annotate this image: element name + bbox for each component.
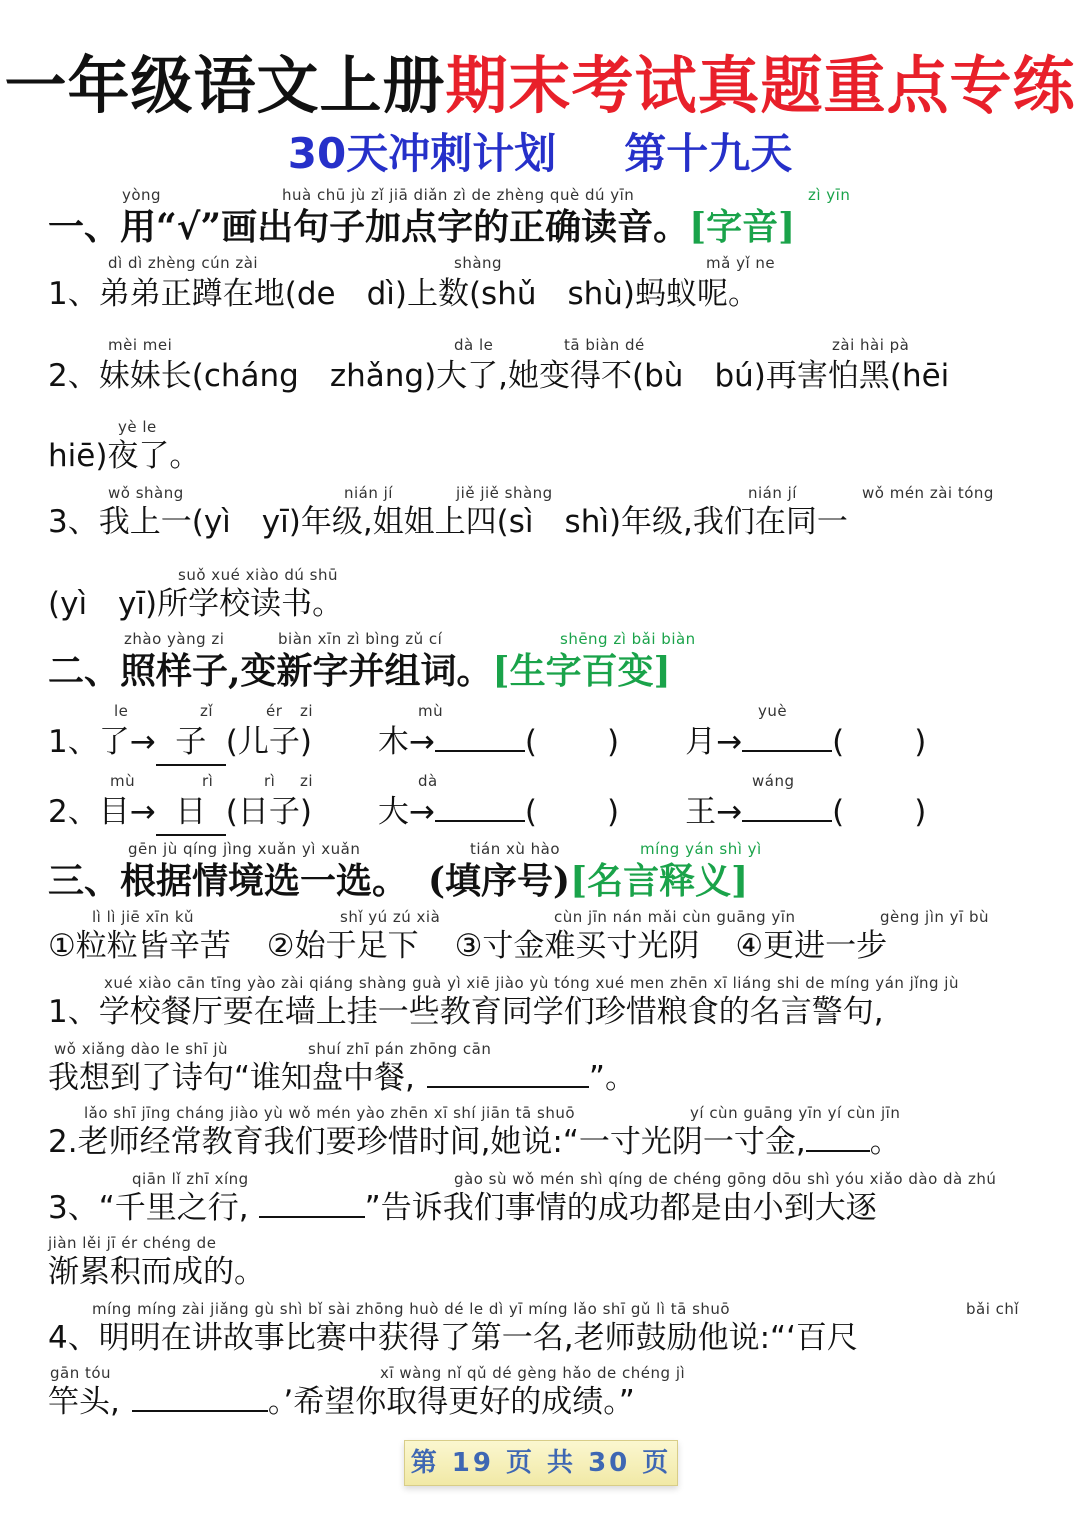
pinyin: gēn jù qíng jìng xuǎn yì xuǎn	[128, 840, 361, 858]
pinyin: shàng	[454, 254, 503, 272]
question-text: 竿头, 。’希望你取得更好的成绩。”	[48, 1380, 635, 1424]
pinyin: zhào yàng zi	[124, 630, 225, 648]
pinyin: yí cùn guāng yīn yí cùn jīn	[690, 1104, 901, 1122]
pinyin: shēng zì bǎi biàn	[560, 630, 696, 648]
question-text: 1、弟弟正蹲在地(de dì)上数(shǔ shù)蚂蚁呢。	[48, 276, 760, 312]
pinyin: wǒ shàng	[108, 484, 184, 502]
pinyin: dà	[418, 772, 438, 790]
section-2-heading: 二、照样子,变新字并组词。[生字百变]	[48, 650, 671, 692]
day-label: 第十九天	[624, 129, 793, 178]
pinyin: zi	[300, 772, 314, 790]
section-3-heading: 三、根据情境选一选。 (填序号)[名言释义]	[48, 860, 749, 902]
pinyin: gān tóu	[50, 1364, 112, 1382]
pinyin: yè le	[118, 418, 157, 436]
answer-blank[interactable]	[427, 1056, 589, 1088]
pinyin: le	[114, 702, 129, 720]
pinyin: shǐ yú zú xià	[340, 908, 441, 926]
question-text: 3、我上一(yì yī)年级,姐姐上四(sì shì)年级,我们在同一	[48, 504, 848, 540]
question-text: 2.老师经常教育我们要珍惜时间,她说:“一寸光阴一寸金, 。	[48, 1120, 901, 1164]
answer-blank[interactable]	[435, 720, 525, 752]
pinyin: wáng	[752, 772, 795, 790]
page-number-badge: 第 19 页 共 30 页	[404, 1440, 678, 1486]
question-text: (yì yī)所学校读书。	[48, 586, 344, 622]
page-title: 一年级语文上册期末考试真题重点专练	[4, 49, 1076, 122]
pinyin: jiàn lěi jī ér chéng de	[48, 1234, 217, 1252]
page-subtitle	[0, 126, 1080, 182]
pinyin: xī wàng nǐ qǔ dé gèng hǎo de chéng jì	[380, 1364, 686, 1382]
example-answer: 日	[156, 790, 226, 836]
answer-blank[interactable]	[742, 790, 832, 822]
pinyin: wǒ xiǎng dào le shī jù	[54, 1040, 229, 1058]
plan-label: 30天冲刺计划	[287, 129, 557, 178]
answer-blank[interactable]	[806, 1120, 870, 1152]
question-text: 4、明明在讲故事比赛中获得了第一名,老师鼓励他说:“‘百尺	[48, 1320, 858, 1356]
answer-blank[interactable]	[132, 1380, 268, 1412]
question-text: 3、“千里之行, ”告诉我们事情的成功都是由小到大逐	[48, 1186, 877, 1230]
pinyin: nián jí	[748, 484, 797, 502]
pinyin: míng yán shì yì	[640, 840, 762, 858]
pinyin: shuí zhī pán zhōng cān	[308, 1040, 492, 1058]
question-text: hiē)夜了。	[48, 438, 201, 474]
pinyin: dì dì zhèng cún zài	[108, 254, 259, 272]
answer-blank[interactable]	[742, 720, 832, 752]
question-text: 我想到了诗句“谁知盘中餐, ”。	[48, 1056, 636, 1100]
pinyin: qiān lǐ zhī xíng	[132, 1170, 249, 1188]
pinyin: wǒ mén zài tóng	[862, 484, 994, 502]
pinyin: gào sù wǒ mén shì qíng de chéng gōng dōu shì yóu xiǎo dào dà zhú	[454, 1170, 997, 1188]
pinyin: dà le	[454, 336, 494, 354]
answer-blank[interactable]	[435, 790, 525, 822]
question-text: 1、学校餐厅要在墙上挂一些教育同学们珍惜粮食的名言警句,	[48, 994, 884, 1030]
pinyin: gèng jìn yī bù	[880, 908, 989, 926]
option-4: ④更进一步	[735, 928, 888, 964]
pinyin: zì yīn	[808, 186, 851, 204]
section-tag: [名言释义]	[570, 860, 749, 902]
pinyin: zǐ	[200, 702, 214, 720]
pinyin: zi	[300, 702, 314, 720]
pinyin: jiě jiě shàng	[456, 484, 553, 502]
pinyin: mèi mei	[108, 336, 173, 354]
pinyin: mù	[110, 772, 136, 790]
word-row: 2、目→ 日 (日子) 大→ ( ) 王→ ( )	[48, 790, 926, 836]
pinyin: biàn xīn zì bìng zǔ cí	[278, 630, 443, 648]
pinyin: zài hài pà	[832, 336, 910, 354]
pinyin: mù	[418, 702, 444, 720]
pinyin: rì	[264, 772, 276, 790]
pinyin: suǒ xué xiào dú shū	[178, 566, 338, 584]
option-3: ③寸金难买寸光阴	[454, 928, 700, 964]
word-row: 1、了→ 子 (儿子) 木→ ( ) 月→ ( )	[48, 720, 926, 766]
pinyin: tā biàn dé	[564, 336, 645, 354]
pinyin: xué xiào cān tīng yào zài qiáng shàng guà yì xiē jiào yù tóng xué men zhēn xī liáng shi de míng yán jǐng jù	[104, 974, 959, 992]
pinyin: cùn jīn nán mǎi cùn guāng yīn	[554, 908, 796, 926]
question-text: 渐累积而成的。	[48, 1254, 265, 1290]
pinyin: yuè	[758, 702, 788, 720]
pinyin: mǎ yǐ ne	[706, 254, 776, 272]
pinyin: bǎi chǐ	[966, 1300, 1020, 1318]
option-1: ①粒粒皆辛苦	[48, 928, 231, 964]
section-tag: [生字百变]	[492, 650, 671, 692]
section-tag: [字音]	[689, 206, 796, 248]
pinyin: yòng	[122, 186, 162, 204]
option-list	[48, 924, 887, 968]
pinyin: míng míng zài jiǎng gù shì bǐ sài zhōng huò dé le dì yī míng lǎo shī gǔ lì tā shuō	[92, 1300, 731, 1318]
pinyin: tián xù hào	[470, 840, 561, 858]
pinyin: rì	[202, 772, 214, 790]
pinyin: huà chū jù zǐ jiā diǎn zì de zhèng què dú yīn	[282, 186, 635, 204]
pinyin: ér	[266, 702, 283, 720]
pinyin: lì lì jiē xīn kǔ	[92, 908, 195, 926]
pinyin: nián jí	[344, 484, 393, 502]
pinyin: lǎo shī jīng cháng jiào yù wǒ mén yào zhēn xī shí jiān tā shuō	[84, 1104, 576, 1122]
answer-blank[interactable]	[259, 1186, 365, 1218]
option-2: ②始于足下	[266, 928, 419, 964]
section-1-heading: 一、用“√”画出句子加点字的正确读音。[字音]	[48, 206, 796, 248]
example-answer: 子	[156, 720, 226, 766]
question-text: 2、妹妹长(cháng zhǎng)大了,她变得不(bù bú)再害怕黑(hēi	[48, 358, 950, 394]
